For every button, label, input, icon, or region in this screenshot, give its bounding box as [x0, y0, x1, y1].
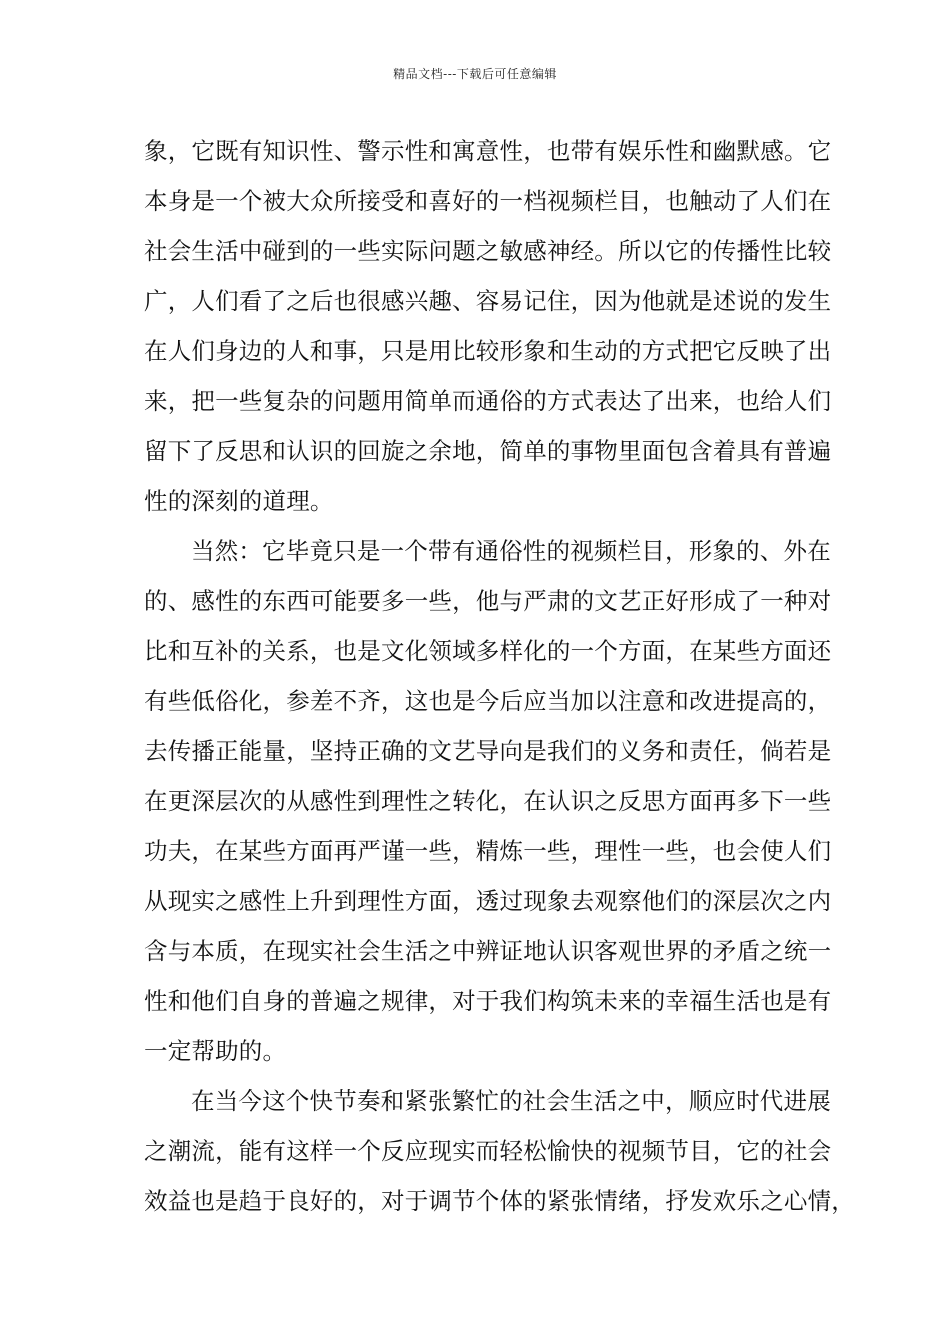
text-line: 留下了反思和认识的回旋之余地，简单的事物里面包含着具有普遍 [144, 437, 832, 465]
text-line: 在更深层次的从感性到理性之转化，在认识之反思方面再多下一些 [144, 787, 832, 815]
text-line: 从现实之感性上升到理性方面，透过现象去观察他们的深层次之内 [144, 887, 832, 915]
text-line: 来，把一些复杂的问题用简单而通俗的方式表达了出来，也给人们 [144, 387, 832, 415]
text-line: 社会生活中碰到的一些实际问题之敏感神经。所以它的传播性比较 [144, 237, 832, 265]
text-line: 功夫，在某些方面再严谨一些，精炼一些，理性一些，也会使人们 [144, 837, 832, 865]
text-line: 去传播正能量，坚持正确的文艺导向是我们的义务和责任，倘若是 [144, 737, 832, 765]
text-line: 象，它既有知识性、警示性和寓意性，也带有娱乐性和幽默感。它 [144, 137, 832, 165]
text-line: 一定帮助的。 [144, 1037, 287, 1065]
text-line: 效益也是趋于良好的，对于调节个体的紧张情绪，抒发欢乐之心情， [144, 1187, 855, 1215]
text-line: 性的深刻的道理。 [144, 487, 334, 515]
text-line: 之潮流，能有这样一个反应现实而轻松愉快的视频节目，它的社会 [144, 1137, 832, 1165]
paragraph-1 [144, 126, 832, 526]
text-line: 在人们身边的人和事，只是用比较形象和生动的方式把它反映了出 [144, 337, 832, 365]
page-header: 精品文档---下载后可任意编辑 [393, 67, 557, 81]
text-line: 的、感性的东西可能要多一些，他与严肃的文艺正好形成了一种对 [144, 587, 832, 615]
text-line: 有些低俗化，参差不齐，这也是今后应当加以注意和改进提高的， [144, 687, 832, 715]
paragraph-2 [144, 526, 832, 1076]
text-line: 含与本质，在现实社会生活之中辨证地认识客观世界的矛盾之统一 [144, 937, 832, 965]
text-line: 性和他们自身的普遍之规律，对于我们构筑未来的幸福生活也是有 [144, 987, 832, 1015]
paragraph-3 [144, 1076, 855, 1226]
text-line: 本身是一个被大众所接受和喜好的一档视频栏目，也触动了人们在 [144, 187, 832, 215]
text-line: 当然：它毕竟只是一个带有通俗性的视频栏目，形象的、外在 [191, 537, 831, 565]
text-line: 广，人们看了之后也很感兴趣、容易记住，因为他就是述说的发生 [144, 287, 832, 315]
text-line: 在当今这个快节奏和紧张繁忙的社会生活之中，顺应时代进展 [191, 1087, 831, 1115]
text-line: 比和互补的关系，也是文化领域多样化的一个方面，在某些方面还 [144, 637, 832, 665]
document-body [144, 126, 855, 1226]
